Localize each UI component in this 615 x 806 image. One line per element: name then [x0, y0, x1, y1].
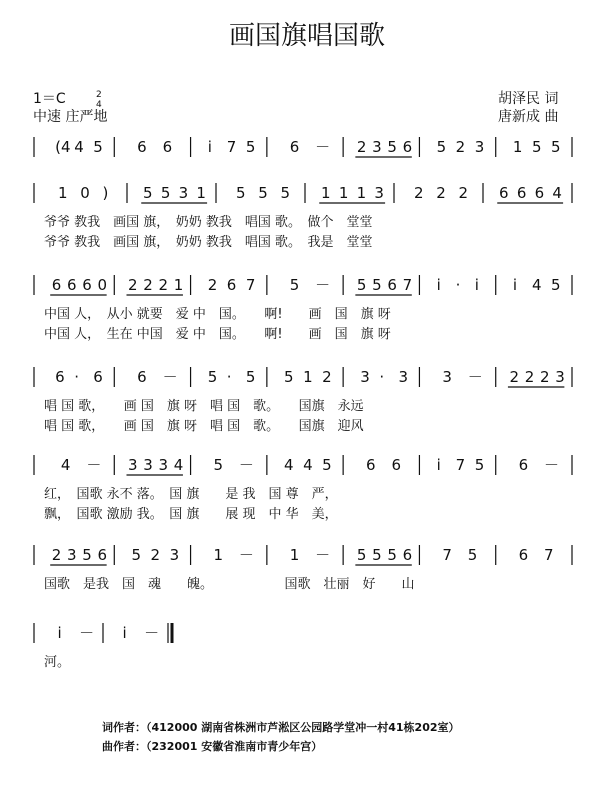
note: ): [102, 184, 109, 202]
note: 4: [552, 184, 562, 202]
note: (4: [55, 138, 71, 156]
note: －: [79, 624, 95, 642]
lyric-line: 飘， 国歌 激励 我。 国 旗 展 现 中 华 美，: [44, 507, 338, 522]
note: ·: [455, 276, 461, 294]
note: 2: [524, 368, 535, 386]
song-title: 画国旗唱国歌: [228, 21, 386, 51]
note: 6: [82, 276, 92, 294]
note: 5: [143, 184, 153, 202]
note: 6: [55, 368, 65, 386]
note: －: [162, 368, 178, 386]
note: 5: [93, 138, 103, 156]
note: i: [512, 276, 518, 294]
lyric-line: 爷爷 教我 画国 旗， 奶奶 教我 唱国 歌。 做个 堂堂: [44, 215, 373, 230]
note: 7: [455, 456, 466, 474]
note: 5: [372, 546, 382, 564]
note: 2: [455, 138, 466, 156]
note: 3: [442, 368, 452, 386]
note: 4: [60, 456, 71, 474]
note: 6: [226, 276, 237, 294]
note: 5: [474, 456, 485, 474]
note: 3: [374, 184, 384, 202]
note: 6: [97, 546, 108, 564]
note: 6: [51, 276, 62, 294]
note: 4: [74, 138, 84, 156]
note: 5: [372, 276, 382, 294]
note: i: [474, 276, 479, 294]
note: 5: [284, 368, 294, 386]
lyric-line: 中国 人， 生在 中国 爱 中 国。 啊! 画 国 旗 呀: [44, 327, 391, 342]
score-rows: [34, 137, 572, 670]
note: 6: [516, 184, 527, 202]
note: i: [57, 624, 62, 642]
note: 2: [414, 184, 424, 202]
note: 5: [551, 276, 561, 294]
note: －: [315, 138, 331, 156]
note: 1: [338, 184, 349, 202]
note: 7: [245, 276, 256, 294]
note: －: [238, 546, 254, 564]
note: 6: [93, 368, 103, 386]
tempo-marking: 中速 庄严地: [33, 109, 108, 125]
note: 5: [213, 456, 224, 474]
note: i: [122, 624, 127, 642]
lyric-line: 爷爷 教我 画国 旗， 奶奶 教我 唱国 歌。 我是 堂堂: [44, 235, 373, 250]
note: 6: [391, 456, 402, 474]
note: 2: [509, 368, 519, 386]
note: 2: [436, 184, 446, 202]
note: 3: [128, 456, 138, 474]
note: 1: [512, 138, 523, 156]
note: 5: [207, 368, 218, 386]
note: －: [144, 624, 160, 642]
note: ·: [379, 368, 385, 386]
note: 1: [173, 276, 184, 294]
note: 2: [322, 368, 332, 386]
lyric-line: 河。: [44, 655, 71, 670]
note: 5: [467, 546, 478, 564]
note: 6: [66, 276, 77, 294]
note: 3: [474, 138, 485, 156]
composer-credit: 唐新成 曲: [498, 109, 559, 125]
time-signature-top: 2: [96, 90, 102, 100]
note: 5: [356, 276, 367, 294]
lyric-line: 国歌 是我 国 魂 魄。 国歌 壮丽 好 山: [44, 577, 415, 592]
note: 6: [366, 456, 376, 474]
note: 5: [356, 546, 367, 564]
note: 2: [207, 276, 218, 294]
note: 5: [258, 184, 268, 202]
time-signature-bottom: 4: [96, 100, 102, 110]
note: i: [207, 138, 212, 156]
note: 3: [555, 368, 565, 386]
note: 1: [196, 184, 206, 202]
note: 5: [82, 546, 92, 564]
note: 6: [518, 546, 529, 564]
note: 5: [160, 184, 171, 202]
note: 3: [178, 184, 189, 202]
note: 3: [66, 546, 77, 564]
note: 6: [499, 184, 509, 202]
note: 2: [128, 276, 138, 294]
note: 6: [402, 546, 413, 564]
note: 6: [534, 184, 545, 202]
note: 5: [280, 184, 291, 202]
note: 2: [158, 276, 169, 294]
note: －: [238, 456, 254, 474]
note: 3: [169, 546, 180, 564]
note: 5: [245, 138, 256, 156]
note: 5: [245, 368, 256, 386]
note: 2: [539, 368, 550, 386]
note: 3: [398, 368, 408, 386]
lyric-line: 唱 国 歌， 画 国 旗 呀 唱 国 歌。 国旗 永远: [44, 399, 364, 414]
note: 6: [162, 138, 173, 156]
note: 4: [531, 276, 542, 294]
note: 4: [303, 456, 313, 474]
lyricist-credit: 胡泽民 词: [498, 91, 559, 107]
note: 6: [137, 138, 147, 156]
note: 5: [551, 138, 561, 156]
note: 0: [80, 184, 90, 202]
note: 2: [150, 546, 161, 564]
note: －: [467, 368, 483, 386]
note: 2: [458, 184, 469, 202]
note: 5: [236, 184, 246, 202]
note: 1: [321, 184, 331, 202]
note: 2: [51, 546, 62, 564]
note: 1: [213, 546, 224, 564]
note: 6: [137, 368, 147, 386]
key-signature: 1＝C: [33, 91, 66, 107]
lyric-line: 唱 国 歌， 画 国 旗 呀 唱 国 歌。 国旗 迎风: [44, 419, 364, 434]
note: －: [544, 456, 560, 474]
note: 5: [436, 138, 447, 156]
note: 3: [158, 456, 169, 474]
note: －: [86, 456, 102, 474]
note: 2: [143, 276, 153, 294]
note: 1: [58, 184, 68, 202]
note: －: [315, 546, 331, 564]
note: 5: [387, 546, 397, 564]
note: 4: [173, 456, 184, 474]
note: i: [436, 276, 441, 294]
note: 3: [372, 138, 382, 156]
lyric-line: 红， 国歌 永不 落。 国 旗 是 我 国 尊 严，: [44, 487, 338, 502]
note: －: [315, 276, 331, 294]
note: 5: [289, 276, 300, 294]
note: 1: [303, 368, 313, 386]
note: 0: [97, 276, 108, 294]
note: i: [436, 456, 441, 474]
note: ·: [226, 368, 232, 386]
lyric-line: 中国 人， 从小 就要 爱 中 国。 啊! 画 国 旗 呀: [44, 307, 391, 322]
note: 5: [131, 546, 141, 564]
note: 3: [360, 368, 370, 386]
note: 2: [356, 138, 367, 156]
note: 6: [402, 138, 413, 156]
note: 6: [518, 456, 529, 474]
note: 1: [356, 184, 367, 202]
note: 5: [387, 138, 397, 156]
note: 6: [289, 138, 300, 156]
note: 4: [284, 456, 294, 474]
note: 1: [289, 546, 300, 564]
note: 3: [143, 456, 153, 474]
note: 7: [544, 546, 554, 564]
composer-address: 曲作者：（232001 安徽省淮南市青少年宫）: [102, 740, 323, 753]
note: 5: [322, 456, 332, 474]
lyricist-address: 词作者：（412000 湖南省株洲市芦淞区公园路学堂冲一村41栋202室）: [102, 721, 460, 734]
note: 7: [226, 138, 237, 156]
note: 6: [387, 276, 397, 294]
note: ·: [74, 368, 80, 386]
note: 7: [442, 546, 452, 564]
note: 5: [531, 138, 542, 156]
note: 7: [402, 276, 413, 294]
